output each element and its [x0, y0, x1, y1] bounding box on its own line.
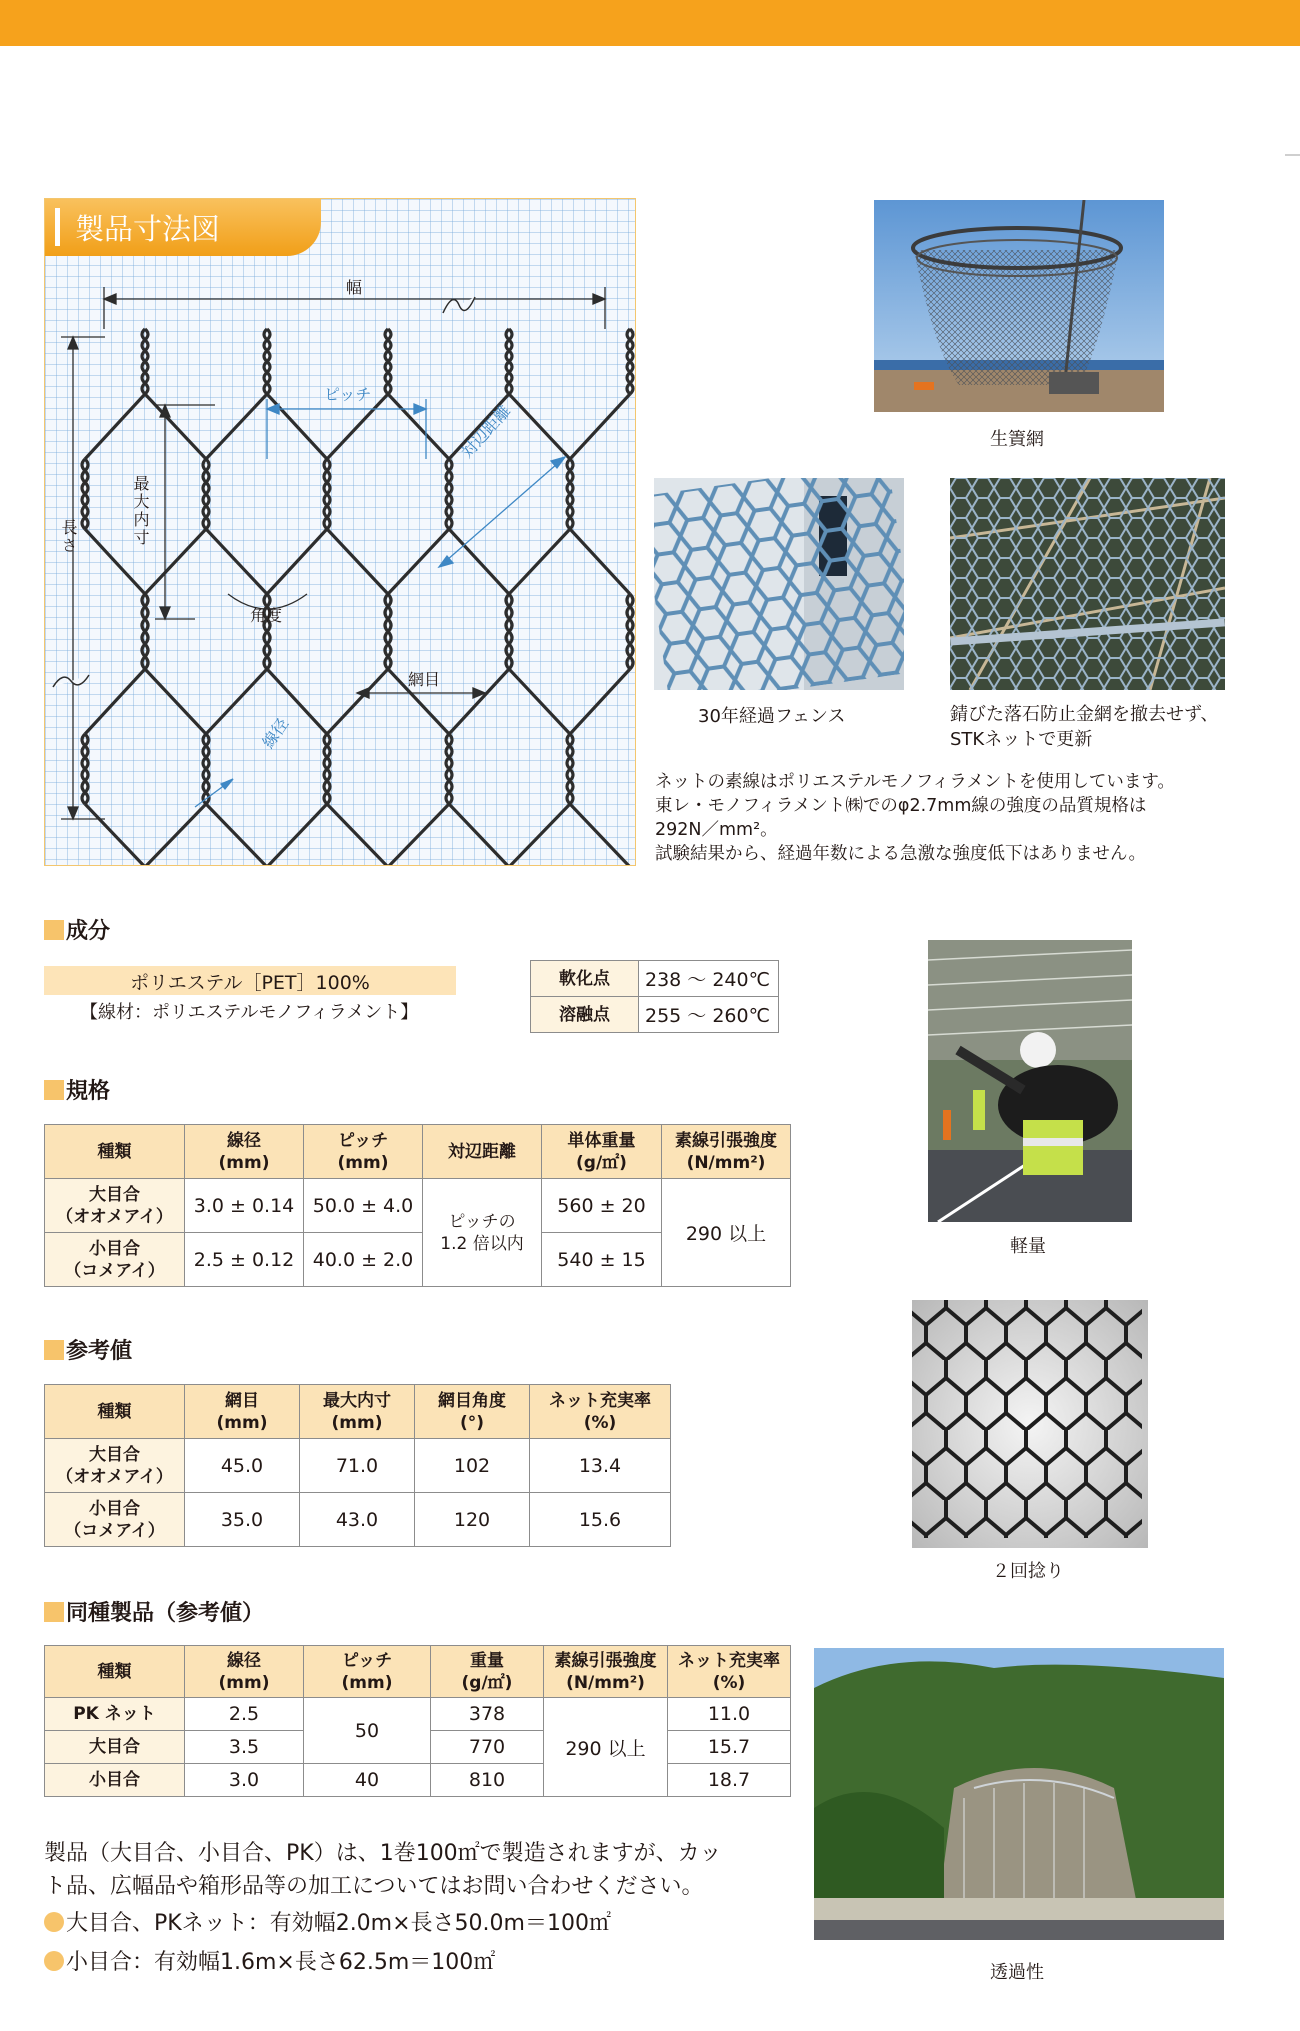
- section-composition: [44, 914, 110, 945]
- photo-rusted-net: [950, 478, 1225, 690]
- reference-header: ネット充実率 (%): [530, 1385, 671, 1439]
- specs-header: 単体重量 (g/㎡): [542, 1125, 662, 1179]
- section-reference: [44, 1334, 132, 1365]
- specs-wire-large: 3.0 ± 0.14: [185, 1179, 304, 1233]
- reference-table: [44, 1384, 671, 1547]
- reference-header: 種類: [45, 1385, 185, 1439]
- caption-rusted-2: STKネットで更新: [950, 729, 1093, 750]
- margin-tick: [1285, 154, 1300, 156]
- specs-type-small: 小目合 （コメアイ）: [45, 1233, 185, 1287]
- photo-transparency: [814, 1648, 1224, 1940]
- softening-value: 238 ～ 240℃: [639, 961, 779, 997]
- similar-header: ピッチ (mm): [304, 1646, 431, 1698]
- specs-header: ピッチ (mm): [304, 1125, 423, 1179]
- material-text: ポリエステル［PET］100%: [130, 972, 370, 994]
- desc-line-4: 試験結果から、経過年数による急激な強度低下はありません。: [655, 844, 1147, 864]
- similar-tensile: 290 以上: [544, 1698, 668, 1797]
- caption-double-twist: ２回捻り: [992, 1561, 1064, 1582]
- dimension-diagram: [44, 198, 636, 866]
- label-mesh: 網目: [408, 670, 441, 689]
- note-bullet-1-text: 大目合、PKネット：有効幅2.0m×長さ50.0m＝100㎡: [66, 1911, 611, 1936]
- specs-weight-large: 560 ± 20: [542, 1179, 662, 1233]
- diagram-title: 製品寸法図: [75, 212, 221, 246]
- label-width: 幅: [346, 278, 363, 297]
- reference-header: 網目 (mm): [185, 1385, 300, 1439]
- diagram-title-tab: [45, 199, 321, 256]
- reference-cell: 71.0: [300, 1439, 415, 1493]
- similar-header: 素線引張強度 (N/mm²): [544, 1646, 668, 1698]
- reference-cell: 35.0: [185, 1493, 300, 1547]
- label-max-inner: 最大内寸: [131, 475, 150, 547]
- caption-fish-cage: 生簀網: [990, 429, 1044, 450]
- specs-weight-small: 540 ± 15: [542, 1233, 662, 1287]
- note-bullet-2-text: 小目合：有効幅1.6m×長さ62.5m＝100㎡: [66, 1950, 496, 1975]
- caption-rusted-1: 錆びた落石防止金網を撤去せず、: [950, 704, 1219, 725]
- section-composition-title: 成分: [66, 919, 111, 944]
- specs-header: 素線引張強度 (N/mm²): [662, 1125, 791, 1179]
- photo-fence-30y: [654, 478, 904, 690]
- similar-pitch-shared: 50: [304, 1698, 431, 1764]
- melting-value: 255 ～ 260℃: [639, 997, 779, 1033]
- reference-cell: 43.0: [300, 1493, 415, 1547]
- bullet-dot: [44, 1912, 64, 1932]
- photo-double-twist: [912, 1300, 1148, 1548]
- reference-type-large: 大目合 （オオメアイ）: [45, 1439, 185, 1493]
- reference-cell: 120: [415, 1493, 530, 1547]
- section-specs-title: 規格: [66, 1079, 111, 1104]
- top-accent-bar: [0, 0, 1300, 46]
- similar-header: 重量 (g/㎡): [431, 1646, 544, 1698]
- material-note: 【線材：ポリエステルモノフィラメント】: [80, 1002, 419, 1023]
- reference-header: 網目角度 (°): [415, 1385, 530, 1439]
- section-similar: [44, 1596, 264, 1627]
- specs-opposite-distance: ピッチの 1.2 倍以内: [423, 1179, 542, 1287]
- note-line-2: ト品、広幅品や箱形品等の加工についてはお問い合わせください。: [44, 1874, 704, 1899]
- specs-pitch-large: 50.0 ± 4.0: [304, 1179, 423, 1233]
- note-line-1: 製品（大目合、小目合、PK）は、1巻100㎡で製造されますが、カッ: [44, 1841, 722, 1866]
- label-opposite-side: 対辺距離: [457, 401, 515, 462]
- section-specs: [44, 1074, 110, 1105]
- bullet-dot: [44, 1951, 64, 1971]
- caption-lightweight: 軽量: [1010, 1236, 1046, 1257]
- desc-line-2: 東レ・モノフィラメント㈱でのφ2.7mm線の強度の品質規格は: [655, 796, 1147, 816]
- photo-lightweight: [928, 940, 1132, 1222]
- reference-cell: 45.0: [185, 1439, 300, 1493]
- specs-header: 線径 (mm): [185, 1125, 304, 1179]
- label-length: 長さ: [59, 519, 78, 555]
- similar-weight: 770: [431, 1731, 544, 1764]
- caption-transparency: 透過性: [990, 1962, 1044, 1983]
- reference-header: 最大内寸 (mm): [300, 1385, 415, 1439]
- similar-type: 小目合: [45, 1764, 185, 1797]
- specs-wire-small: 2.5 ± 0.12: [185, 1233, 304, 1287]
- similar-header: 種類: [45, 1646, 185, 1698]
- specs-pitch-small: 40.0 ± 2.0: [304, 1233, 423, 1287]
- similar-wire: 3.0: [185, 1764, 304, 1797]
- melting-label: 溶融点: [531, 997, 639, 1033]
- specs-tensile: 290 以上: [662, 1179, 791, 1287]
- note-bullet-2: [44, 1946, 495, 1979]
- label-angle: 角度: [250, 606, 283, 625]
- caption-fence-30y: 30年経過フェンス: [698, 706, 846, 727]
- note-bullet-1: [44, 1907, 611, 1940]
- reference-type-small: 小目合 （コメアイ）: [45, 1493, 185, 1547]
- section-similar-title: 同種製品（参考値）: [66, 1601, 265, 1626]
- specs-header: 対辺距離: [423, 1125, 542, 1179]
- specs-header: 種類: [45, 1125, 185, 1179]
- similar-fill: 18.7: [668, 1764, 791, 1797]
- similar-wire: 3.5: [185, 1731, 304, 1764]
- specs-table: [44, 1124, 791, 1287]
- similar-pitch-small: 40: [304, 1764, 431, 1797]
- reference-cell: 13.4: [530, 1439, 671, 1493]
- desc-line-1: ネットの素線はポリエステルモノフィラメントを使用しています。: [655, 772, 1175, 792]
- similar-fill: 11.0: [668, 1698, 791, 1731]
- specs-type-large: 大目合 （オオメアイ）: [45, 1179, 185, 1233]
- photo-fish-cage: [874, 200, 1164, 412]
- label-wire-diameter: 線径: [258, 714, 293, 752]
- desc-line-3: 292N／mm²。: [655, 820, 778, 840]
- similar-wire: 2.5: [185, 1698, 304, 1731]
- reference-cell: 15.6: [530, 1493, 671, 1547]
- reference-cell: 102: [415, 1439, 530, 1493]
- similar-header: 線径 (mm): [185, 1646, 304, 1698]
- similar-type: PK ネット: [45, 1698, 185, 1731]
- melting-points-table: [530, 960, 779, 1033]
- similar-fill: 15.7: [668, 1731, 791, 1764]
- similar-type: 大目合: [45, 1731, 185, 1764]
- similar-header: ネット充実率 (%): [668, 1646, 791, 1698]
- similar-weight: 378: [431, 1698, 544, 1731]
- label-pitch: ピッチ: [324, 385, 372, 404]
- similar-products-table: [44, 1645, 791, 1797]
- section-reference-title: 参考値: [66, 1339, 133, 1364]
- softening-label: 軟化点: [531, 961, 639, 997]
- similar-weight: 810: [431, 1764, 544, 1797]
